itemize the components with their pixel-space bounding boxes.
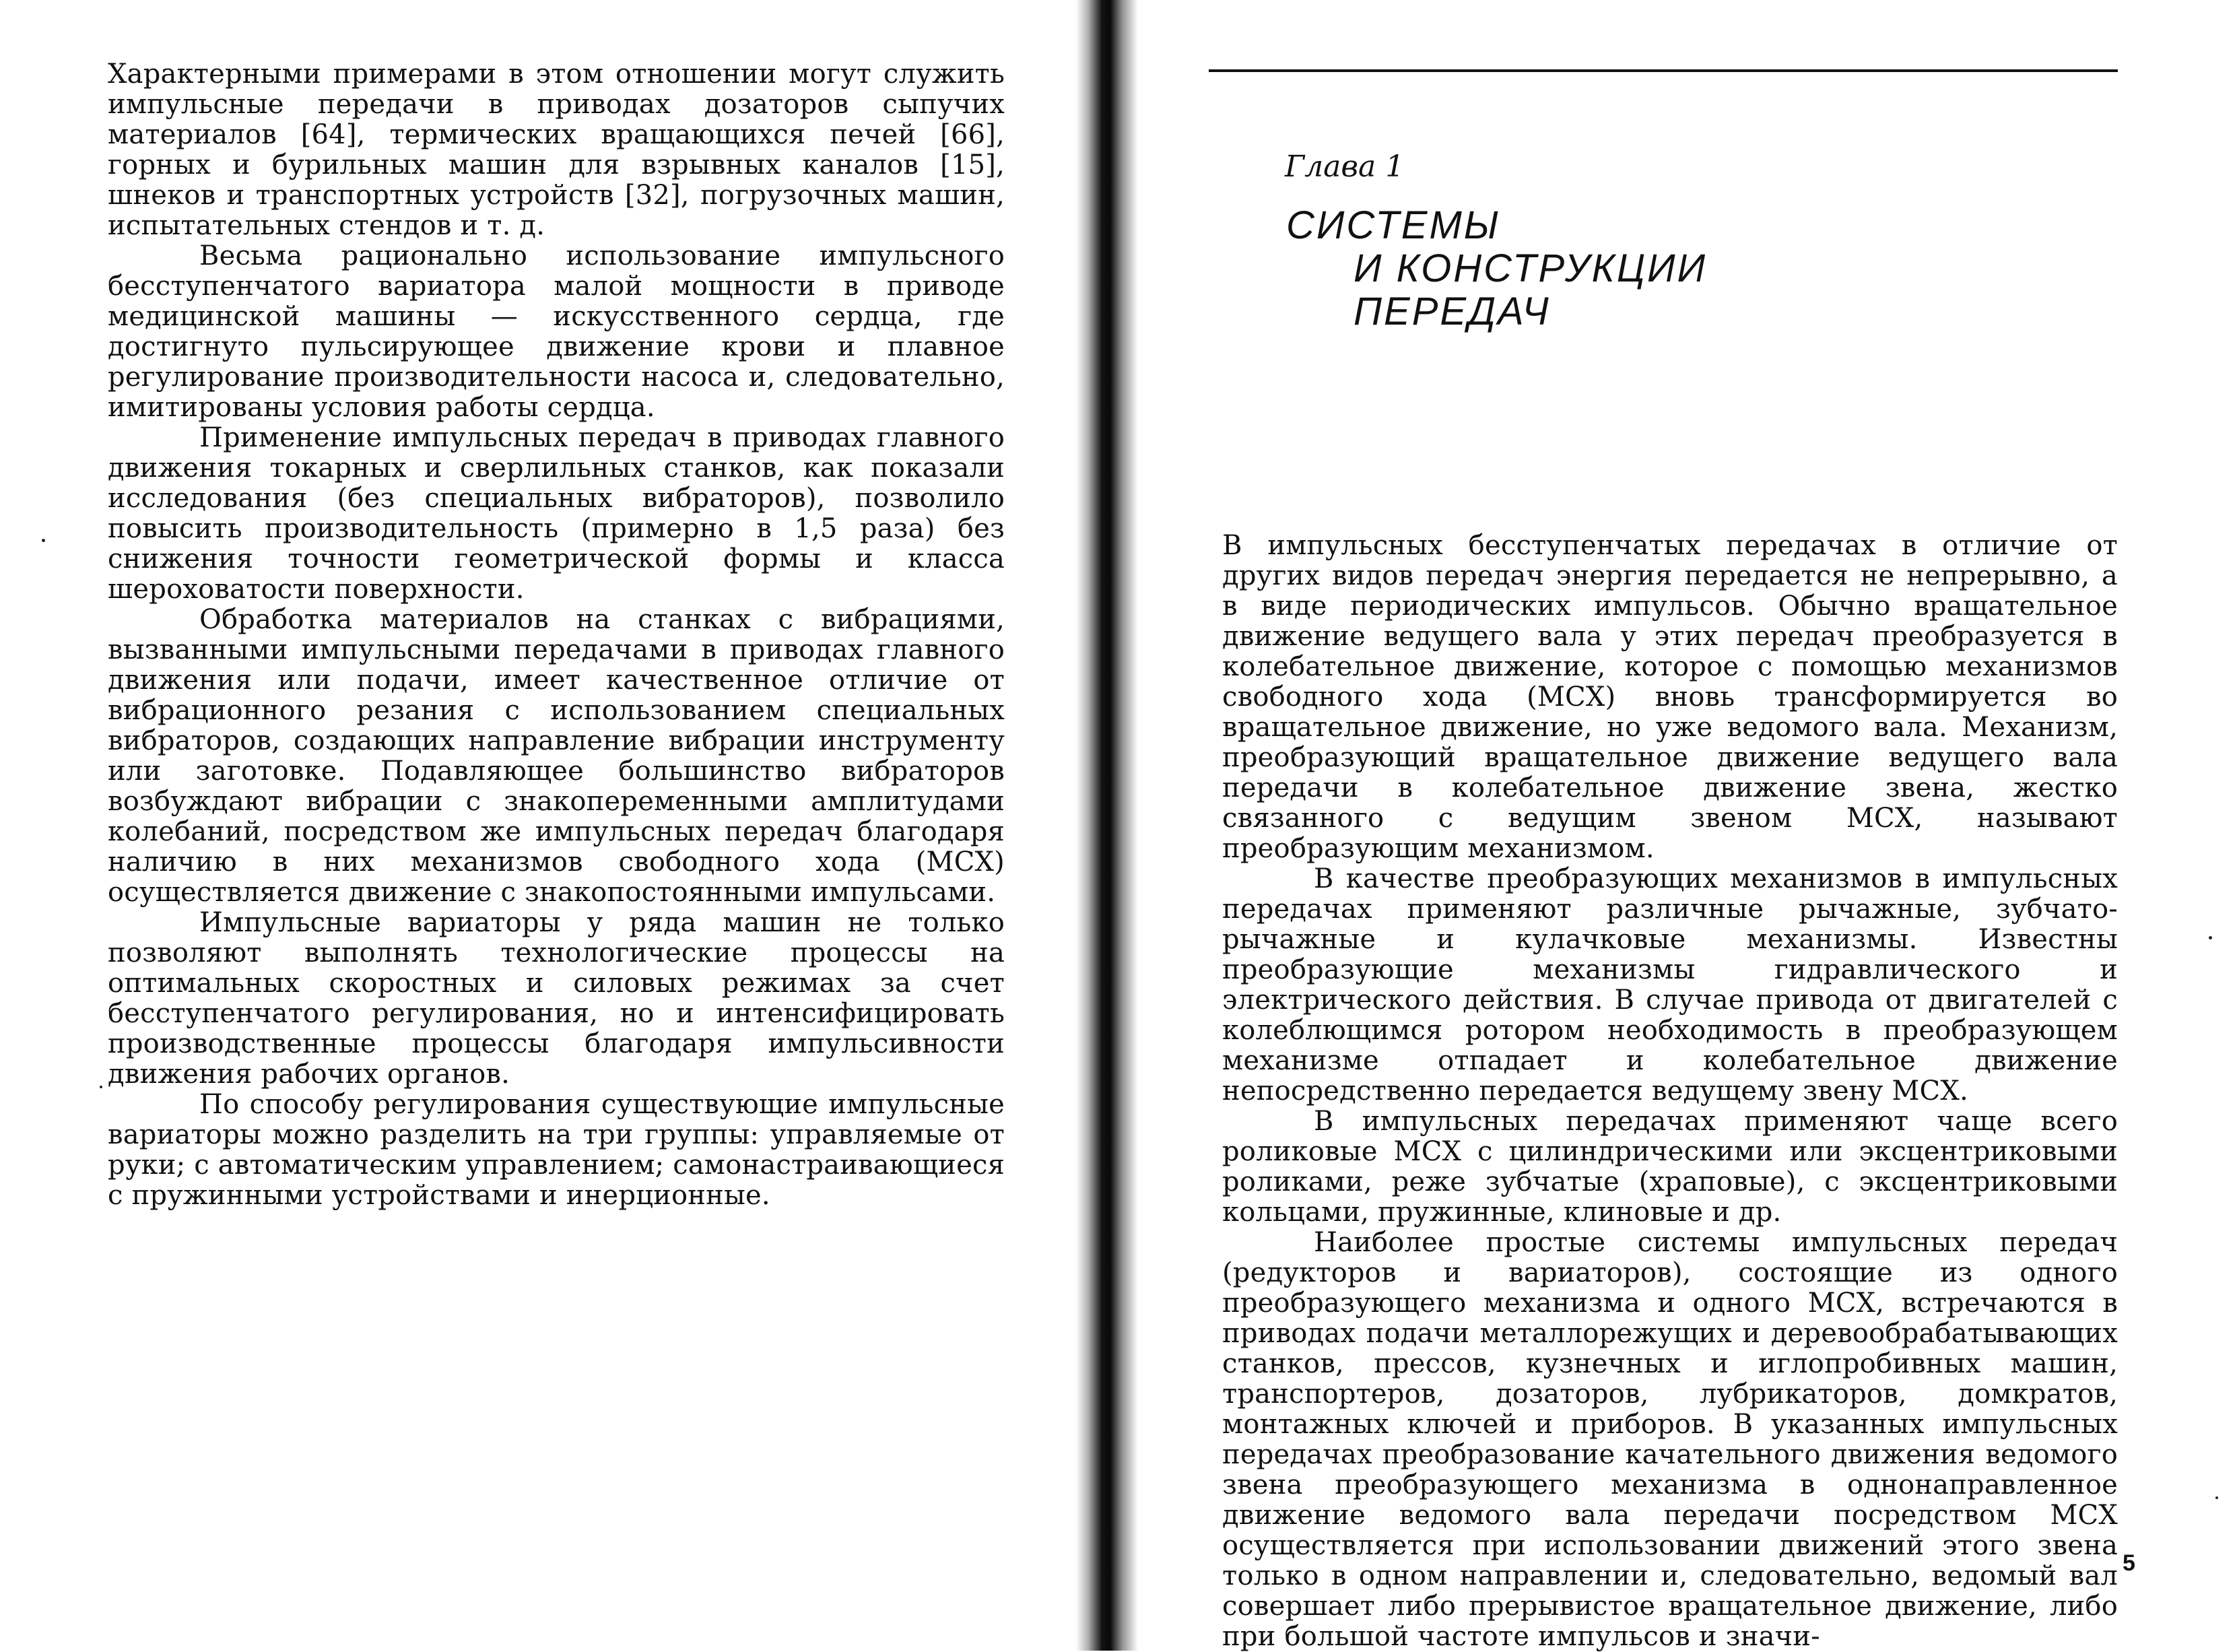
paragraph: В качестве преобразующих механизмов в импульсных передачах применяют различные рычажные, зубчато-рычажные и кулачковые механизмы. Известны преобразующие механизмы гидравлического и электрического действия. В случае привода от двигателей с колеблющимся ротором необходимость в преобразующем механизме отпадает и колебательное движение непосредственно передается ведущему звену МСХ. — [1222, 863, 2118, 1106]
paragraph: По способу регулирования существующие импульсные вариаторы можно разделить на три группы: управляемые от руки; с автоматическим управлением; самонастраивающиеся с пружинными устройствами и инерционные. — [108, 1089, 1005, 1211]
chapter-title — [1286, 204, 1707, 333]
right-text-column — [1222, 531, 2118, 1652]
chapter-title-line: СИСТЕМЫ — [1286, 203, 1501, 247]
paragraph: Весьма рационально использование импульсного бесступенчатого вариатора малой мощности в приводе медицинской машины — искусственного сердца, где достигнуто пульсирующее движение крови и плавное регулирование производительности насоса и, следовательно, имитированы условия работы сердца. — [108, 240, 1005, 423]
chapter-label: Глава 1 — [1285, 150, 1405, 184]
paragraph: Наиболее простые системы импульсных передач (редукторов и вариаторов), состоящие из одного преобразующего механизма и одного МСХ, встречаются в приводах подачи металлорежущих и деревообрабатывающих станков, прессов, кузнечных и иглопробивных машин, транспортеров, дозаторов, лубрикаторов, домкратов, монтажных ключей и приборов. В указанных импульсных передачах преобразование качательного движения ведомого звена преобразующего механизма в однонаправленное движение ведомого вала передачи посредством МСХ осуществляется при использовании движений этого звена только в одном направлении и, следовательно, ведомый вал совершает либо прерывистое вращательное движение, либо при большой частоте импульсов и значи- — [1222, 1227, 2118, 1652]
chapter-top-rule — [1209, 69, 2118, 72]
paragraph: Импульсные вариаторы у ряда машин не только позволяют выполнять технологические процессы на оптимальных скоростных и силовых режимах за счет бесступенчатого регулирования, но и интенсифицировать производственные процессы благодаря импульсивности движения рабочих органов. — [108, 907, 1005, 1090]
left-page — [0, 0, 1091, 1651]
paragraph: Применение импульсных передач в приводах главного движения токарных и сверлильных станков, как показали исследования (без специальных вибраторов), позволило повысить производительность (примерно в 1,5 раза) без снижения точности геометрической формы и класса шероховатости поверхности. — [108, 422, 1005, 605]
right-page — [1131, 0, 2235, 1651]
paragraph: В импульсных бесступенчатых передачах в отличие от других видов передач энергия передается не непрерывно, а в виде периодических импульсов. Обычно вращательное движение ведущего вала у этих передач преобразуется в колебательное движение, которое с помощью механизмов свободного хода (МСХ) вновь трансформируется во вращательное движение, но уже ведомого вала. Механизм, преобразующий вращательное движение ведущего вала передачи в колебательное движение звена, жестко связанного с ведущим звеном МСХ, называют преобразующим механизмом. — [1222, 530, 2118, 864]
scan-speck — [42, 539, 45, 542]
left-text-column — [108, 59, 1005, 1211]
page-number: 5 — [2123, 1550, 2135, 1576]
scan-speck — [2215, 1496, 2218, 1499]
scan-speck — [100, 1086, 102, 1088]
paragraph: В импульсных передачах применяют чаще всего роликовые МСХ с цилиндрическими или эксцентриковыми роликами, реже зубчатые (храповые), с эксцентриковыми кольцами, пружинные, клиновые и др. — [1222, 1106, 2118, 1228]
chapter-title-line: И КОНСТРУКЦИИ — [1354, 246, 1708, 290]
paragraph: Характерными примерами в этом отношении могут служить импульсные передачи в приводах дозаторов сыпучих материалов [64], термических вращающихся печей [66], горных и бурильных машин для взрывных каналов [15], шнеков и транспортных устройств [32], погрузочных машин, испытательных стендов и т. д. — [108, 59, 1005, 241]
paragraph: Обработка материалов на станках с вибрациями, вызванными импульсными передачами в приводах главного движения или подачи, имеет качественное отличие от вибрационного резания с использованием специальных вибраторов, создающих направление вибрации инструменту или заготовке. Подавляющее большинство вибраторов возбуждают вибрации с знакопеременными амплитудами колебаний, посредством же импульсных передач благодаря наличию в них механизмов свободного хода (МСХ) осуществляется движение с знакопостоянными импульсами. — [108, 604, 1005, 908]
scan-speck — [2209, 936, 2212, 939]
chapter-title-line: ПЕРЕДАЧ — [1354, 290, 1551, 333]
